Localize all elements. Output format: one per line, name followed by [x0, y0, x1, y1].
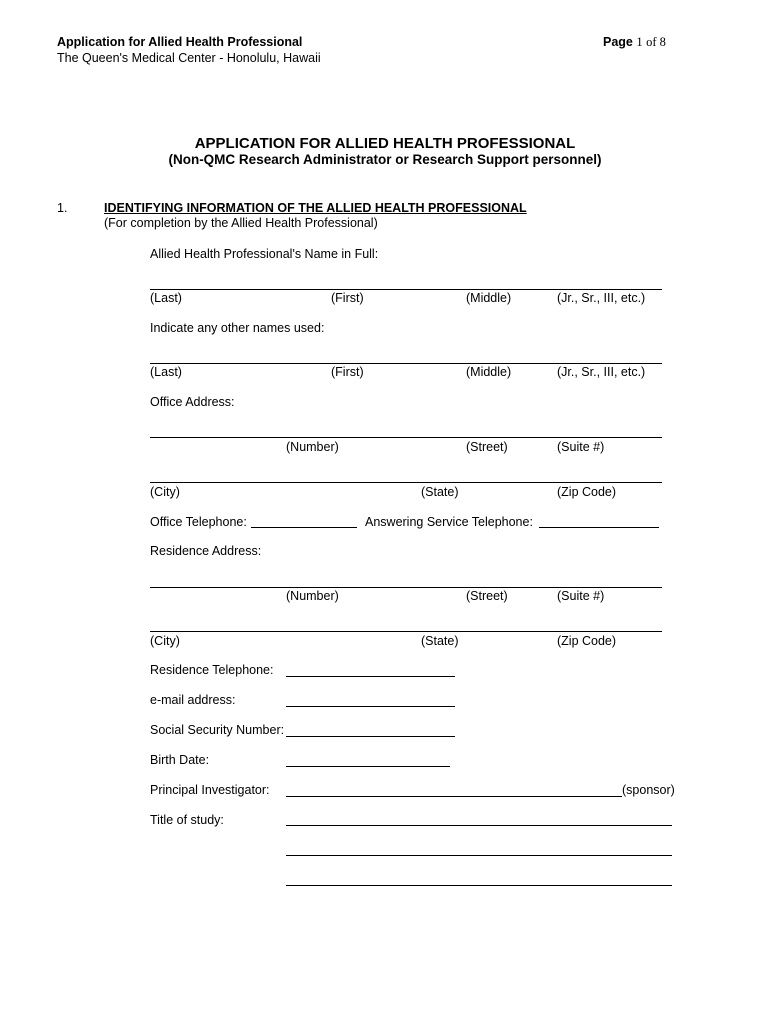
page-label: Page	[603, 35, 633, 49]
name-middle-caption: (Middle)	[466, 291, 512, 305]
office-suite-caption: (Suite #)	[557, 440, 605, 454]
name-suffix-caption: (Jr., Sr., III, etc.)	[557, 291, 646, 305]
page-total: of 8	[646, 35, 666, 49]
other-names-label: Indicate any other names used:	[150, 321, 325, 335]
section-note: (For completion by the Allied Health Professional)	[104, 216, 378, 230]
other-names-field[interactable]	[150, 363, 662, 364]
other-suffix-caption: (Jr., Sr., III, etc.)	[557, 365, 646, 379]
birth-date-field[interactable]	[286, 766, 450, 767]
email-field[interactable]	[286, 706, 455, 707]
residence-street-field[interactable]	[150, 587, 662, 588]
other-last-caption: (Last)	[150, 365, 182, 379]
study-title-label: Title of study:	[150, 813, 224, 827]
name-first-caption: (First)	[331, 291, 364, 305]
office-state-caption: (State)	[421, 485, 459, 499]
other-first-caption: (First)	[331, 365, 364, 379]
doc-header-title: Application for Allied Health Professional	[57, 35, 303, 49]
page-number: 1	[636, 35, 643, 49]
office-phone-field[interactable]	[251, 527, 357, 528]
residence-street-caption: (Street)	[466, 589, 508, 603]
study-title-line-2[interactable]	[286, 855, 672, 856]
pi-label: Principal Investigator:	[150, 783, 270, 797]
residence-number-caption: (Number)	[286, 589, 339, 603]
pi-sponsor-caption: (sponsor)	[622, 783, 675, 797]
residence-phone-label: Residence Telephone:	[150, 663, 274, 677]
study-title-line-3[interactable]	[286, 885, 672, 886]
section-heading: IDENTIFYING INFORMATION OF THE ALLIED HEALTH PROFESSIONAL	[104, 201, 527, 215]
other-middle-caption: (Middle)	[466, 365, 512, 379]
name-full-label: Allied Health Professional's Name in Full:	[150, 247, 379, 261]
name-last-caption: (Last)	[150, 291, 182, 305]
ssn-label: Social Security Number:	[150, 723, 285, 737]
doc-header-subtitle: The Queen's Medical Center - Honolulu, Hawaii	[57, 51, 321, 65]
section-number: 1.	[57, 201, 68, 215]
office-city-field[interactable]	[150, 482, 662, 483]
office-phone-label: Office Telephone:	[150, 515, 247, 529]
office-city-caption: (City)	[150, 485, 180, 499]
office-address-label: Office Address:	[150, 395, 235, 409]
ssn-field[interactable]	[286, 736, 455, 737]
office-zip-caption: (Zip Code)	[557, 485, 617, 499]
study-title-line-1[interactable]	[286, 825, 672, 826]
residence-phone-field[interactable]	[286, 676, 455, 677]
answering-phone-field[interactable]	[539, 527, 659, 528]
main-title: APPLICATION FOR ALLIED HEALTH PROFESSIONAL	[194, 135, 576, 152]
answering-phone-label: Answering Service Telephone:	[365, 515, 533, 529]
email-label: e-mail address:	[150, 693, 236, 707]
residence-city-caption: (City)	[150, 634, 180, 648]
pi-field[interactable]	[286, 796, 622, 797]
residence-city-field[interactable]	[150, 631, 662, 632]
page-indicator	[603, 35, 666, 50]
residence-state-caption: (State)	[421, 634, 459, 648]
office-street-caption: (Street)	[466, 440, 508, 454]
office-number-caption: (Number)	[286, 440, 339, 454]
residence-suite-caption: (Suite #)	[557, 589, 605, 603]
main-subtitle: (Non-QMC Research Administrator or Research Support personnel)	[168, 152, 602, 167]
office-street-field[interactable]	[150, 437, 662, 438]
residence-zip-caption: (Zip Code)	[557, 634, 617, 648]
name-full-field[interactable]	[150, 289, 662, 290]
residence-address-label: Residence Address:	[150, 544, 262, 558]
birth-date-label: Birth Date:	[150, 753, 210, 767]
